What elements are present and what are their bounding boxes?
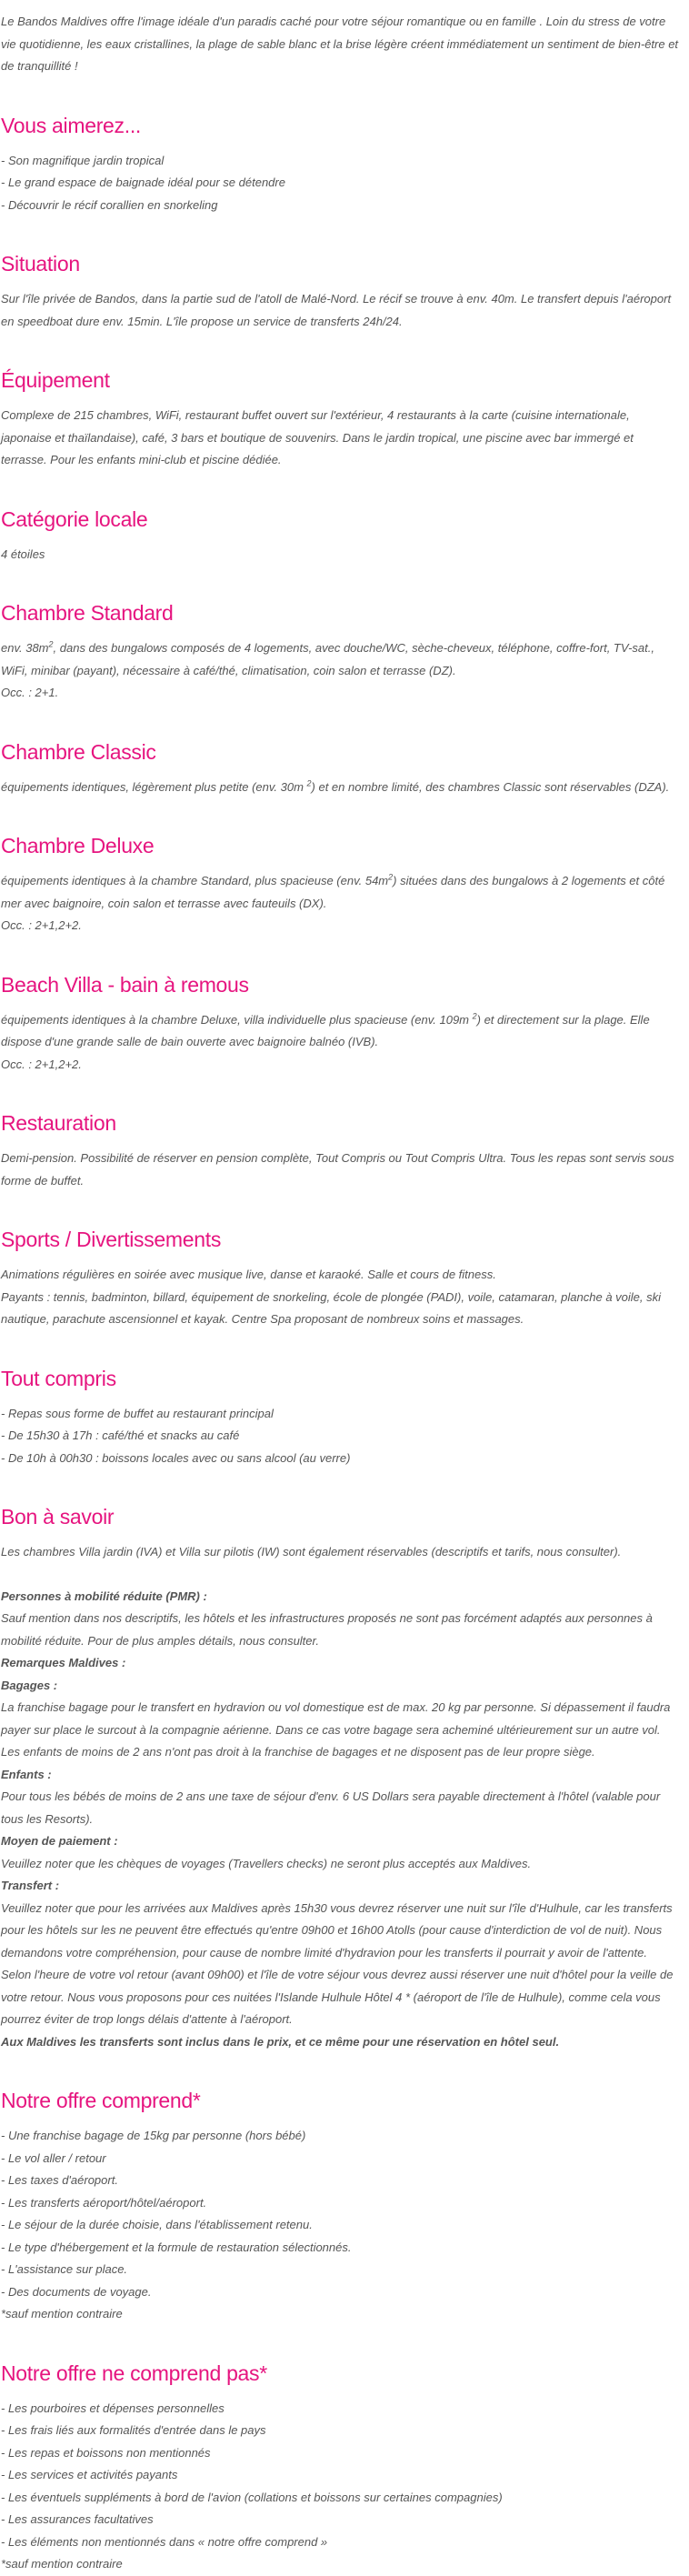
categorie-text: 4 étoiles (1, 546, 45, 561)
list-item: - Le grand espace de baignade idéal pour se détendre (1, 175, 285, 189)
chambre-standard-text (1, 637, 680, 682)
standard-sup: 2 (48, 639, 54, 649)
list-item: - Son magnifique jardin tropical (1, 153, 165, 167)
restauration-text: Demi-pension. Possibilité de réserver en pension complète, Tout Compris ou Tout Compris Ultra. Tous les repas sont servis sous forme de buffet. (1, 1151, 674, 1188)
list-item: - L'assistance sur place. (1, 2262, 128, 2276)
deluxe-text-b: ) situées dans des bungalows à 2 logements et côté mer avec baignoire, coin salon et terrasse avec fauteuils (DX). (1, 874, 665, 910)
bagages-text-2: Les enfants de moins de 2 ans n'ont pas droit à la franchise de bagages et ne disposent pas de leur propre siège. (1, 1745, 595, 1759)
section-title-chambre-classic: Chambre Classic (1, 739, 156, 764)
chambre-standard-occupancy: Occ. : 2+1. (1, 686, 59, 699)
enfants-title: Enfants : (1, 1767, 52, 1781)
list-item: - Les éléments non mentionnés dans « notre offre comprend » (1, 2534, 328, 2549)
equipement-text: Complexe de 215 chambres, WiFi, restaurant buffet ouvert sur l'extérieur, 4 restaurants à la carte (cuisine internationale, japonaise et thaïlandaise), café, 3 bars et boutique de souvenirs. Dans le jardin tropical, une piscine avec bar immergé et terrasse. Pour les enfants mini-club et piscine dédiée. (1, 408, 634, 466)
beach-villa-sup: 2 (472, 1011, 477, 1021)
list-item: - Les services et activités payants (1, 2468, 178, 2481)
section-title-categorie: Catégorie locale (1, 506, 148, 531)
paiement-title: Moyen de paiement : (1, 1834, 118, 1848)
classic-text-b: ) et en nombre limité, des chambres Classic sont réservables (DZA). (311, 779, 670, 794)
list-item: - Le vol aller / retour (1, 2150, 106, 2165)
pmr-title: Personnes à mobilité réduite (PMR) : (1, 1589, 207, 1603)
hotel-description (0, 11, 684, 2576)
footnote: *sauf mention contraire (1, 2307, 123, 2320)
section-title-vous-aimerez: Vous aimerez... (1, 113, 142, 137)
offre-comprend-list (1, 2125, 680, 2326)
pmr-text: Sauf mention dans nos descriptifs, les hôtels et les infrastructures proposés ne sont pas forcément adaptés aux personnes à mobilité réduite. Pour de plus amples détails, nous consulter. (1, 1611, 653, 1648)
list-item: - Les éventuels suppléments à bord de l'avion (collations et boissons sur certaines compagnies) (1, 2490, 503, 2504)
tout-compris-list (1, 1403, 680, 1470)
list-item: - Le type d'hébergement et la formule de restauration sélectionnés. (1, 2240, 352, 2254)
transfert-bold-note: Aux Maldives les transferts sont inclus dans le prix, et ce même pour une réservation en hôtel seul. (1, 2034, 560, 2049)
section-title-equipement: Équipement (1, 368, 110, 392)
deluxe-sup: 2 (388, 872, 394, 882)
chambre-deluxe-text (1, 870, 680, 915)
standard-text-b: , dans des bungalows composés de 4 logements, avec douche/WC, sèche-cheveux, téléphone, coffre-fort, TV-sat., WiFi, minibar (payant), nécessaire à café/thé, climatisation, coin salon et terrasse (DZ). (1, 641, 654, 677)
list-item: - De 15h30 à 17h : café/thé et snacks au café (1, 1428, 240, 1442)
list-item: - Les assurances facultatives (1, 2512, 154, 2526)
list-item: - Une franchise bagage de 15kg par personne (hors bébé) (1, 2129, 306, 2142)
chambre-deluxe-occupancy: Occ. : 2+1,2+2. (1, 918, 82, 932)
list-item: - Repas sous forme de buffet au restaurant principal (1, 1406, 274, 1420)
footnote: *sauf mention contraire (1, 2557, 123, 2571)
section-title-sports: Sports / Divertissements (1, 1228, 222, 1251)
bagages-text: La franchise bagage pour le transfert en hydravion ou vol domestique est de max. 20 kg par personne. Si dépassement il faudra payer sur place le surcout à la compagnie aérienne. Dans ce cas votre bagage sera acheminé ultérieurement sur un autre vol. (1, 1700, 671, 1737)
section-title-bon-a-savoir: Bon à savoir (1, 1505, 115, 1529)
intro-text: Le Bandos Maldives offre l'image idéale d'un paradis caché pour votre séjour romantique ou en famille . Loin du stress de votre vie quotidienne, les eaux cristallines, la plage de sable blanc et la brise légère créent immédiatement un sentiment de bien-être et de tranquillité ! (1, 15, 679, 73)
vous-aimerez-list (1, 150, 680, 217)
deluxe-text-a: équipements identiques à la chambre Standard, plus spacieuse (env. 54m (1, 874, 389, 887)
section-title-chambre-deluxe: Chambre Deluxe (1, 834, 155, 857)
list-item: - Le séjour de la durée choisie, dans l'établissement retenu. (1, 2218, 313, 2231)
list-item: - Découvrir le récif corallien en snorkeling (1, 197, 218, 212)
section-title-situation: Situation (1, 252, 80, 276)
section-title-restauration: Restauration (1, 1111, 116, 1135)
beach-villa-text (1, 1009, 680, 1054)
beach-villa-occupancy: Occ. : 2+1,2+2. (1, 1057, 82, 1071)
remarques-title: Remarques Maldives : (1, 1656, 126, 1669)
section-title-offre-ne-comprend: Notre offre ne comprend pas* (1, 2360, 267, 2385)
bagages-title: Bagages : (1, 1678, 58, 1692)
enfants-text: Pour tous les bébés de moins de 2 ans une taxe de séjour d'env. 6 US Dollars sera payable directement à l'hôtel (valable pour tous les Resorts). (1, 1789, 661, 1826)
transfert-title: Transfert : (1, 1879, 60, 1892)
sports-text: Payants : tennis, badminton, billard, équipement de snorkeling, école de plongée (PADI), voile, catamaran, planche à voile, ski nautique, parachute ascensionnel et kayak. Centre Spa proposant de nombreux soins et massages. (1, 1289, 662, 1326)
bon-a-savoir-text: Les chambres Villa jardin (IVA) et Villa sur pilotis (IW) sont également réservables (descriptifs et tarifs, nous consulter). (1, 1545, 622, 1559)
list-item: - Les pourboires et dépenses personnelles (1, 2401, 225, 2415)
section-title-chambre-standard: Chambre Standard (1, 601, 174, 625)
list-item: - Des documents de voyage. (1, 2284, 152, 2299)
list-item: - De 10h à 00h30 : boissons locales avec ou sans alcool (au verre) (1, 1450, 351, 1465)
transfert-text: Veuillez noter que pour les arrivées aux Maldives après 15h30 vous devrez réserver une nuit sur l'île d'Hulhule, car les transferts pour les hôtels sur les ne peuvent être effectués qu'entre 09h00 et 16h00 Atolls (pour cause d'interdiction de vol de nuit). Nous demandons votre compréhension, pour cause de nombre limité d'hydravion pour les transferts il pourrait y avoir de l'attente. Selon l'heure de votre vol retour (avant 09h00) et l'île de votre séjour vous devrez aussi réserver une nuit d'hôtel pour la veille de votre retour. Nous vous proposons pour ces nuitées l'Islande Hulhule Hôtel 4 * (aéroport de l'île de Hulhule), comme cela vous pourrez éviter de trop longs délais d'attente à l'aéroport. (1, 1900, 674, 2026)
chambre-classic-text (1, 777, 680, 799)
offre-ne-comprend-list (1, 2398, 680, 2576)
section-title-tout-compris: Tout compris (1, 1366, 116, 1390)
standard-text-a: env. 38m (1, 641, 49, 655)
sports-text: Animations régulières en soirée avec musique live, danse et karaoké. Salle et cours de fitness. (1, 1268, 496, 1281)
list-item: - Les taxes d'aéroport. (1, 2173, 118, 2187)
section-title-beach-villa: Beach Villa - bain à remous (1, 972, 249, 997)
list-item: - Les transferts aéroport/hôtel/aéroport. (1, 2195, 207, 2210)
section-title-offre-comprend: Notre offre comprend* (1, 2089, 201, 2112)
list-item: - Les repas et boissons non mentionnés (1, 2445, 211, 2460)
list-item: - Les frais liés aux formalités d'entrée dans le pays (1, 2423, 266, 2437)
beach-villa-text-a: équipements identiques à la chambre Deluxe, villa individuelle plus spacieuse (env. 109m (1, 1012, 473, 1027)
beach-villa-text-b: ) et directement sur la plage. Elle dispose d'une grande salle de bain ouverte avec baignoire balnéo (IVB). (1, 1012, 650, 1048)
classic-text-a: équipements identiques, légèrement plus petite (env. 30m (1, 779, 307, 794)
classic-sup: 2 (306, 778, 312, 788)
situation-text: Sur l'île privée de Bandos, dans la partie sud de l'atoll de Malé-Nord. Le récif se trouve à env. 40m. Le transfert depuis l'aéroport en speedboat dure env. 15min. L'île propose un service de transferts 24h/24. (1, 292, 672, 328)
paiement-text: Veuillez noter que les chèques de voyages (Travellers checks) ne seront plus acceptés aux Maldives. (1, 1856, 532, 1870)
spacer (1, 1564, 680, 1586)
